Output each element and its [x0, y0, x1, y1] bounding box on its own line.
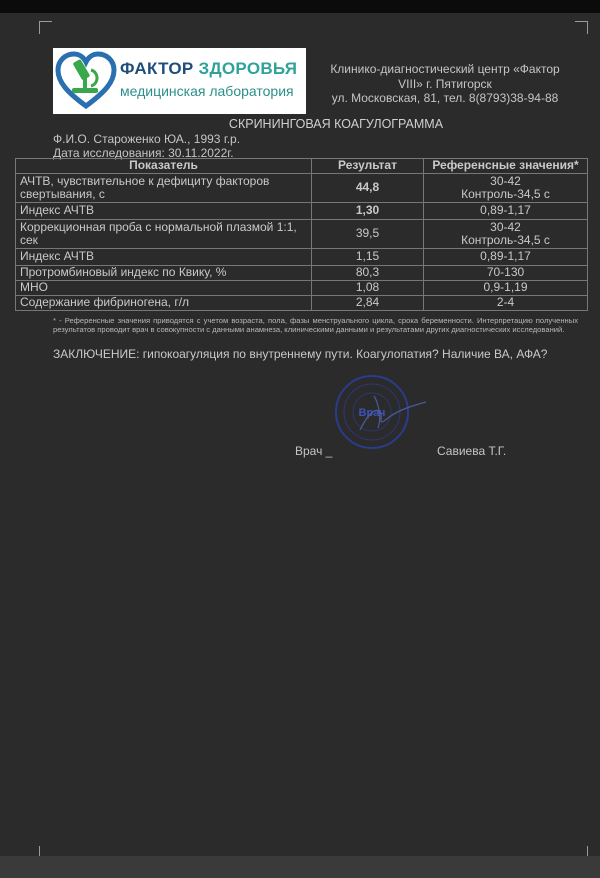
row-parameter: Коррекционная проба с нормальной плазмой 1:1, сек [16, 220, 312, 249]
patient-name: Ф.И.О. Староженко ЮА., 1993 г.р. [53, 132, 241, 146]
table-row [16, 249, 588, 266]
header-reference: Референсные значения* [424, 159, 588, 174]
stamp-label: Врач [358, 407, 386, 419]
brand-subtitle: медицинская лаборатория [120, 83, 294, 99]
row-parameter: Протромбиновый индекс по Квику, % [16, 266, 312, 281]
row-reference: 0,9-1,19 [424, 281, 588, 296]
top-bar [0, 0, 600, 13]
table-header-row [16, 159, 588, 174]
org-line-1: Клинико-диагностический центр «Фактор [330, 62, 560, 76]
lab-logo [53, 48, 306, 114]
doctor-label: Врач _ [295, 444, 333, 458]
crop-corner-top-left [39, 21, 52, 34]
doctor-name: Савиева Т.Г. [437, 444, 507, 458]
org-line-3: ул. Московская, 81, тел. 8(8793)38-94-88 [331, 91, 559, 105]
round-stamp [330, 372, 430, 452]
row-result: 1,30 [312, 203, 424, 220]
conclusion: ЗАКЛЮЧЕНИЕ: гипокоагуляция по внутреннему пути. Коагулопатия? Наличие ВА, АФА? [53, 347, 548, 361]
row-result: 80,3 [312, 266, 424, 281]
table-row [16, 281, 588, 296]
row-result: 1,15 [312, 249, 424, 266]
row-parameter: Индекс АЧТВ [16, 249, 312, 266]
organization-info [310, 62, 580, 106]
row-parameter: Индекс АЧТВ [16, 203, 312, 220]
table-row [16, 296, 588, 311]
test-date: Дата исследования: 30.11.2022г. [53, 146, 234, 160]
row-reference: 0,89-1,17 [424, 249, 588, 266]
table-row [16, 174, 588, 203]
brand-name: ФАКТОР ЗДОРОВЬЯ [120, 59, 298, 78]
table-row [16, 266, 588, 281]
row-result: 39,5 [312, 220, 424, 249]
bottom-bar [0, 856, 600, 878]
org-line-2: VIII» г. Пятигорск [398, 76, 492, 91]
row-parameter: Содержание фибриногена, г/л [16, 296, 312, 311]
header-result: Результат [312, 159, 424, 174]
row-reference: 0,89-1,17 [424, 203, 588, 220]
row-result: 2,84 [312, 296, 424, 311]
crop-corner-top-right [575, 21, 588, 34]
patient-info [53, 132, 240, 160]
row-result: 1,08 [312, 281, 424, 296]
row-parameter: МНО [16, 281, 312, 296]
row-result: 44,8 [312, 174, 424, 203]
row-reference: 70-130 [424, 266, 588, 281]
table-row [16, 203, 588, 220]
header-parameter: Показатель [16, 159, 312, 174]
row-reference: 30-42 Контроль-34,5 с [424, 174, 588, 203]
heart-microscope-icon [53, 48, 119, 114]
reference-footnote: * - Референсные значения приводятся с учетом возраста, пола, фазы менструального цикла, срока беременности. Интерпретацию полученных результатов проводит врач в совокупности с данными анамнеза, клиническими данными и результатами других диагностических исследований. [53, 316, 578, 335]
row-parameter: АЧТВ, чувствительное к дефициту факторов свертывания, с [16, 174, 312, 203]
row-reference: 30-42 Контроль-34,5 с [424, 220, 588, 249]
results-table [15, 158, 588, 311]
row-reference: 2-4 [424, 296, 588, 311]
document-title: СКРИНИНГОВАЯ КОАГУЛОГРАММА [228, 117, 444, 131]
table-row [16, 220, 588, 249]
